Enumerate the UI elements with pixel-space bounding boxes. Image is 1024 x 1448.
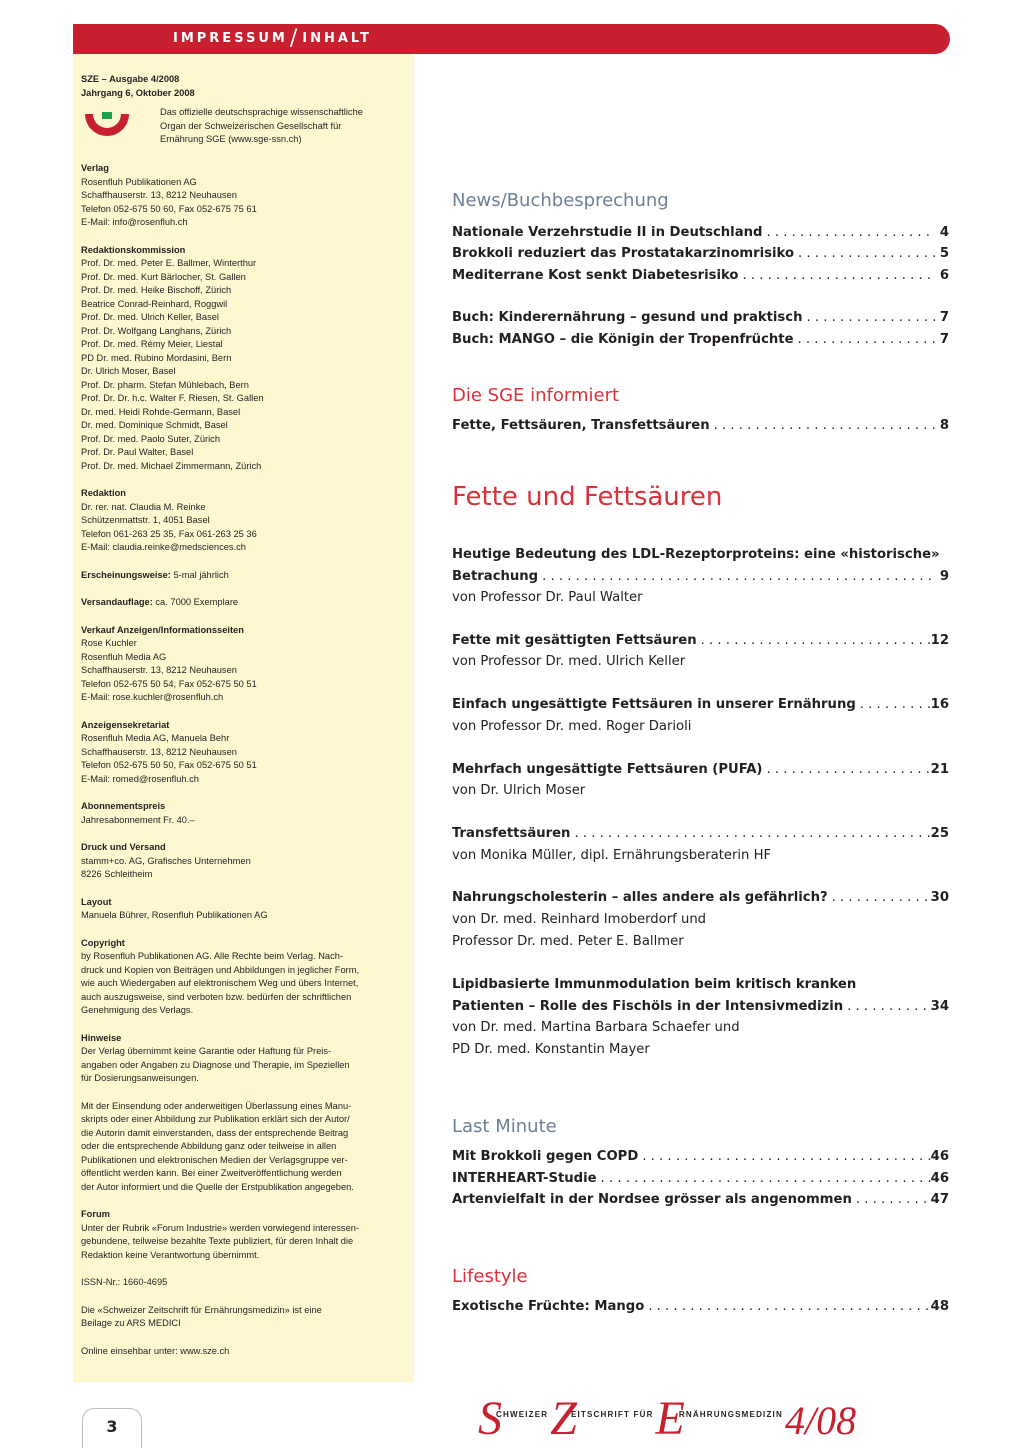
imprint-line: Prof. Dr. med. Kurt Bärlocher, St. Gallen (81, 271, 246, 282)
toc-leader-dots (794, 329, 935, 351)
toc-entry-title: Betrachung (452, 569, 539, 584)
toc-entry (452, 694, 949, 716)
imprint-block (81, 624, 409, 705)
toc-entry-title: Fette, Fettsäuren, Transfettsäuren (452, 418, 710, 433)
imprint-block (81, 162, 409, 230)
toc-entry-page: 9 (939, 569, 949, 584)
section-heading-lifestyle: Lifestyle (452, 1266, 528, 1287)
toc-entry-title: INTERHEART-Studie (452, 1171, 597, 1186)
imprint-line: Telefon 061-263 25 35, Fax 061-263 25 36 (81, 528, 257, 539)
toc-entry (452, 265, 949, 287)
toc-entry (452, 415, 949, 437)
imprint-line: öffentlicht werden kann. Bei einer Zweitveröffentlichung werden (81, 1168, 342, 1178)
toc-entry-page: 46 (930, 1149, 949, 1164)
imprint-line: Prof. Dr. med. Michael Zimmermann, Zürich (81, 460, 262, 471)
imprint-line: Prof. Dr. med. Peter E. Ballmer, Winterthur (81, 258, 257, 268)
imprint-block-heading: Hinweise (81, 1032, 122, 1043)
imprint-block-heading: Forum (81, 1209, 110, 1219)
toc-entry-page: 48 (930, 1299, 949, 1314)
imprint-line: E-Mail: romed@rosenfluh.ch (81, 773, 199, 784)
imprint-line: Rosenfluh Media AG (81, 651, 167, 662)
imprint-line: Prof. Dr. Paul Walter, Basel (81, 447, 194, 457)
imprint-block-heading: Redaktionskommission (81, 244, 186, 255)
imprint-line: Telefon 052-675 50 50, Fax 052-675 50 51 (81, 760, 257, 770)
toc-entry-page: 34 (930, 999, 949, 1014)
toc-entry-title: Buch: MANGO – die Königin der Tropenfrüchte (452, 332, 794, 347)
organ-line: Organ der Schweizerischen Gesellschaft für (160, 120, 342, 131)
toc-entry-page: 16 (930, 697, 949, 712)
toc-entry (452, 996, 949, 1018)
imprint-block (81, 569, 409, 583)
toc-entry-title: Artenvielfalt in der Nordsee grösser als angenommen (452, 1192, 852, 1207)
imprint-line: Jahresabonnement Fr. 40.– (81, 814, 195, 825)
imprint-block (81, 244, 409, 474)
imprint-line: Schaffhauserstr. 13, 8212 Neuhausen (81, 190, 237, 200)
imprint-line: Schaffhauserstr. 13, 8212 Neuhausen (81, 746, 237, 757)
imprint-block-heading: Redaktion (81, 488, 126, 498)
imprint-year: Jahrgang 6, Oktober 2008 (81, 87, 195, 98)
toc-entry (452, 823, 949, 845)
imprint-block-heading: Erscheinungsweise: (81, 569, 171, 580)
imprint-block-heading: Versandauflage: (81, 597, 153, 607)
toc-entry-page: 5 (939, 246, 949, 261)
imprint-line: für Dosierungsanweisungen. (81, 1073, 199, 1083)
imprint-block (81, 1304, 409, 1331)
toc-entry-title: Patienten – Rolle des Fischöls in der Intensivmedizin (452, 999, 844, 1014)
imprint-line: Prof. Dr. med. Rémy Meier, Liestal (81, 339, 223, 349)
toc-entry-title: Fette mit gesättigten Fettsäuren (452, 633, 697, 648)
toc-entry-author: von Professor Dr. med. Roger Darioli (452, 719, 692, 734)
imprint-block (81, 1276, 409, 1290)
toc-entry (452, 1168, 949, 1190)
imprint-block-heading: Anzeigensekretariat (81, 719, 170, 730)
imprint-block (81, 596, 409, 610)
imprint-line: wie auch Wiedergaben auf elektronischem Weg und übers Internet, (81, 978, 359, 988)
imprint-line: Dr. rer. nat. Claudia M. Reinke (81, 501, 206, 512)
toc-leader-dots (762, 222, 935, 244)
imprint-line: PD Dr. med. Rubino Mordasini, Bern (81, 352, 232, 363)
imprint-line: Der Verlag übernimmt keine Garantie oder Haftung für Preis- (81, 1046, 332, 1056)
banner-slash: / (289, 26, 301, 51)
toc-entry-title: Mit Brokkoli gegen COPD (452, 1149, 639, 1164)
section-banner (73, 24, 950, 54)
imprint-line: E-Mail: claudia.reinke@medsciences.ch (81, 542, 246, 552)
toc-entry-title-line: Heutige Bedeutung des LDL-Rezeptorproteins: eine «historische» (452, 547, 940, 562)
imprint-line: Unter der Rubrik «Forum Industrie» werden vorwiegend interessen- (81, 1222, 360, 1233)
toc-leader-dots (828, 887, 931, 909)
imprint-line: auch auszugsweise, sind verboten bzw. bedürfen der schriftlichen (81, 991, 352, 1002)
toc-entry-page: 46 (930, 1171, 949, 1186)
toc-entry-page: 8 (939, 418, 949, 433)
toc-entry (452, 566, 949, 588)
toc-entry-author: von Professor Dr. med. Ulrich Keller (452, 654, 686, 669)
toc-entry (452, 630, 949, 652)
imprint-block (81, 841, 409, 882)
imprint-line: stamm+co. AG, Grafisches Unternehmen (81, 855, 251, 866)
imprint-block (81, 937, 409, 1018)
toc-entry (452, 1146, 949, 1168)
imprint-line: Prof. Dr. pharm. Stefan Mühlebach, Bern (81, 379, 249, 390)
toc-entry (452, 243, 949, 265)
imprint-line: Schaffhauserstr. 13, 8212 Neuhausen (81, 665, 237, 675)
imprint-line: angaben oder Angaben zu Diagnose und Therapie, im Speziellen (81, 1059, 350, 1070)
toc-entry-page: 47 (930, 1192, 949, 1207)
section-heading-main: Fette und Fettsäuren (452, 482, 723, 512)
toc-entry-title: Mehrfach ungesättigte Fettsäuren (PUFA) (452, 762, 763, 777)
toc-entry-title: Transfettsäuren (452, 826, 571, 841)
toc-entry-title: Buch: Kinderernährung – gesund und praktisch (452, 310, 803, 325)
organ-description (160, 106, 400, 147)
imprint-block (81, 1032, 409, 1086)
toc-leader-dots (738, 265, 935, 287)
imprint-line: Genehmigung des Verlags. (81, 1005, 194, 1015)
organ-line: Ernährung SGE (www.sge-ssn.ch) (160, 134, 302, 144)
toc-entry (452, 222, 949, 244)
toc-leader-dots (856, 694, 931, 716)
imprint-line: Rosenfluh Media AG, Manuela Behr (81, 733, 230, 743)
imprint-block (81, 1208, 409, 1262)
toc-entry-author: von Dr. med. Reinhard Imoberdorf und (452, 912, 707, 927)
imprint-line: E-Mail: info@rosenfluh.ch (81, 217, 188, 227)
toc-leader-dots (762, 759, 930, 781)
toc-leader-dots (710, 415, 935, 437)
toc-entry (452, 1296, 949, 1318)
imprint-block-heading: Verkauf Anzeigen/Informationsseiten (81, 624, 244, 635)
page-number: 3 (82, 1408, 142, 1448)
imprint-line: Beatrice Conrad-Reinhard, Roggwil (81, 298, 228, 309)
toc-entry-title: Exotische Früchte: Mango (452, 1299, 645, 1314)
imprint-line: Rose Kuchler (81, 638, 137, 648)
imprint-line: Prof. Dr. med. Paolo Suter, Zürich (81, 433, 220, 444)
toc-entry-page: 4 (939, 225, 949, 240)
toc-leader-dots (697, 630, 931, 652)
sge-logo-icon (83, 110, 131, 150)
toc-entry-page: 12 (930, 633, 949, 648)
toc-entry (452, 329, 949, 351)
toc-leader-dots (803, 307, 936, 329)
toc-entry-title: Nationale Verzehrstudie II in Deutschland (452, 225, 763, 240)
imprint-block (81, 1100, 409, 1195)
toc-entry-page: 30 (930, 890, 949, 905)
imprint-line: Beilage zu ARS MEDICI (81, 1318, 181, 1328)
toc-entry (452, 307, 949, 329)
imprint-line: Online einsehbar unter: www.sze.ch (81, 1345, 230, 1356)
toc-entry (452, 759, 949, 781)
toc-entry-title: Einfach ungesättigte Fettsäuren in unserer Ernährung (452, 697, 856, 712)
journal-logo: $S^{CHWEIZER}$ $Z^{EITSCHRIFT FÜR}$ $E^{RNÄHRUNGSMEDIZIN}4/08$ (478, 1392, 857, 1445)
toc-entry-author: von Dr. Ulrich Moser (452, 783, 586, 798)
section-heading-last-minute: Last Minute (452, 1116, 557, 1137)
imprint-line: ISSN-Nr.: 1660-4695 (81, 1277, 168, 1287)
imprint-line: Redaktion keine Verantwortung übernimmt. (81, 1249, 260, 1260)
issue-number: 4/08 (784, 1398, 857, 1443)
imprint-line: Die «Schweizer Zeitschrift für Ernährungsmedizin» ist eine (81, 1304, 322, 1315)
imprint-line: Rosenfluh Publikationen AG (81, 176, 197, 187)
imprint-inline-value: 5-mal jährlich (170, 569, 229, 580)
imprint-blocks (81, 162, 409, 1358)
imprint-line: Prof. Dr. med. Heike Bischoff, Zürich (81, 285, 232, 295)
imprint-line: skripts oder einer Abbildung zur Publikation erklärt sich der Autor/ (81, 1114, 350, 1124)
toc-entry (452, 887, 949, 909)
toc-entry-title: Mediterrane Kost senkt Diabetesrisiko (452, 268, 739, 283)
imprint-line: druck und Kopien von Beiträgen und Abbildungen in jeglicher Form, (81, 964, 360, 975)
imprint-block (81, 719, 409, 787)
imprint-line: Publikationen und elektronischen Medien der Verlagsgruppe ver- (81, 1154, 348, 1165)
sge-logo-row (81, 106, 409, 148)
imprint-block-heading: Druck und Versand (81, 842, 166, 852)
imprint-line: Schützenmattstr. 1, 4051 Basel (81, 515, 210, 525)
toc-entry-page: 7 (939, 332, 949, 347)
toc-leader-dots (597, 1168, 931, 1190)
toc-leader-dots (852, 1189, 931, 1211)
imprint-inline-value: ca. 7000 Exemplare (152, 597, 239, 607)
toc-leader-dots (843, 996, 931, 1018)
imprint-line: der Autor informiert und die Quelle der Erstpublikation angegeben. (81, 1181, 354, 1192)
toc-entry-title: Nahrungscholesterin – alles andere als gefährlich? (452, 890, 828, 905)
toc-leader-dots (538, 566, 935, 588)
banner-impressum: IMPRESSUM (173, 31, 288, 46)
imprint-block (81, 487, 409, 555)
toc-leader-dots (794, 243, 935, 265)
organ-line: Das offizielle deutschsprachige wissenschaftliche (160, 107, 363, 117)
imprint-line: die Autorin damit einverstanden, dass der entsprechende Beitrag (81, 1127, 349, 1138)
toc-entry-page: 7 (939, 310, 949, 325)
imprint-line: Dr. med. Dominique Schmidt, Basel (81, 420, 228, 430)
imprint-block-heading: Layout (81, 896, 112, 907)
imprint-line: Prof. Dr. Wolfgang Langhans, Zürich (81, 325, 232, 336)
toc-entry-author: PD Dr. med. Konstantin Mayer (452, 1042, 650, 1057)
toc-leader-dots (638, 1146, 930, 1168)
imprint-line: Telefon 052-675 50 60, Fax 052-675 75 61 (81, 203, 257, 214)
toc-leader-dots (644, 1296, 930, 1318)
toc-entry-page: 6 (939, 268, 949, 283)
imprint-line: Dr. med. Heidi Rohde-Germann, Basel (81, 406, 241, 417)
imprint-block-heading: Abonnementspreis (81, 801, 166, 811)
imprint-block (81, 896, 409, 923)
imprint-line: gebundene, teilweise bezahlte Texte publiziert, für deren Inhalt die (81, 1236, 354, 1246)
imprint-line: Telefon 052-675 50 54, Fax 052-675 50 51 (81, 678, 257, 689)
imprint-block-heading: Copyright (81, 937, 125, 948)
toc-entry-author: von Professor Dr. Paul Walter (452, 590, 643, 605)
imprint-line: Dr. Ulrich Moser, Basel (81, 366, 176, 376)
imprint-line: Mit der Einsendung oder anderweitigen Überlassung eines Manu- (81, 1100, 352, 1111)
imprint-line: Prof. Dr. med. Ulrich Keller, Basel (81, 312, 219, 322)
banner-inhalt: INHALT (302, 31, 372, 46)
toc-leader-dots (570, 823, 930, 845)
section-heading-news: News/Buchbesprechung (452, 190, 669, 211)
imprint-block (81, 1345, 409, 1359)
toc-entry (452, 1189, 949, 1211)
imprint-line: Prof. Dr. Dr. h.c. Walter F. Riesen, St. Gallen (81, 393, 264, 403)
section-heading-sge: Die SGE informiert (452, 385, 620, 406)
toc-entry-title-line: Lipidbasierte Immunmodulation beim kritisch kranken (452, 977, 857, 992)
imprint-line: E-Mail: rose.kuchler@rosenfluh.ch (81, 692, 224, 702)
imprint-panel (73, 54, 414, 1382)
toc-entry-page: 21 (930, 762, 949, 777)
imprint-line: 8226 Schleitheim (81, 869, 153, 879)
toc-entry-author: von Monika Müller, dipl. Ernährungsberaterin HF (452, 848, 772, 863)
toc-entry-title: Brokkoli reduziert das Prostatakarzinomrisiko (452, 246, 794, 261)
toc-entry-page: 25 (930, 826, 949, 841)
imprint-line: oder die entsprechende Abbildung ganz oder teilweise in allen (81, 1141, 337, 1151)
imprint-line: Manuela Bührer, Rosenfluh Publikationen AG (81, 910, 268, 920)
imprint-line: by Rosenfluh Publikationen AG. Alle Rechte beim Verlag. Nach- (81, 951, 344, 961)
imprint-block (81, 800, 409, 827)
toc-entry-author: von Dr. med. Martina Barbara Schaefer und (452, 1020, 740, 1035)
imprint-block-heading: Verlag (81, 163, 109, 173)
toc-entry-author: Professor Dr. med. Peter E. Ballmer (452, 934, 684, 949)
imprint-issue: SZE – Ausgabe 4/2008 (81, 74, 180, 84)
